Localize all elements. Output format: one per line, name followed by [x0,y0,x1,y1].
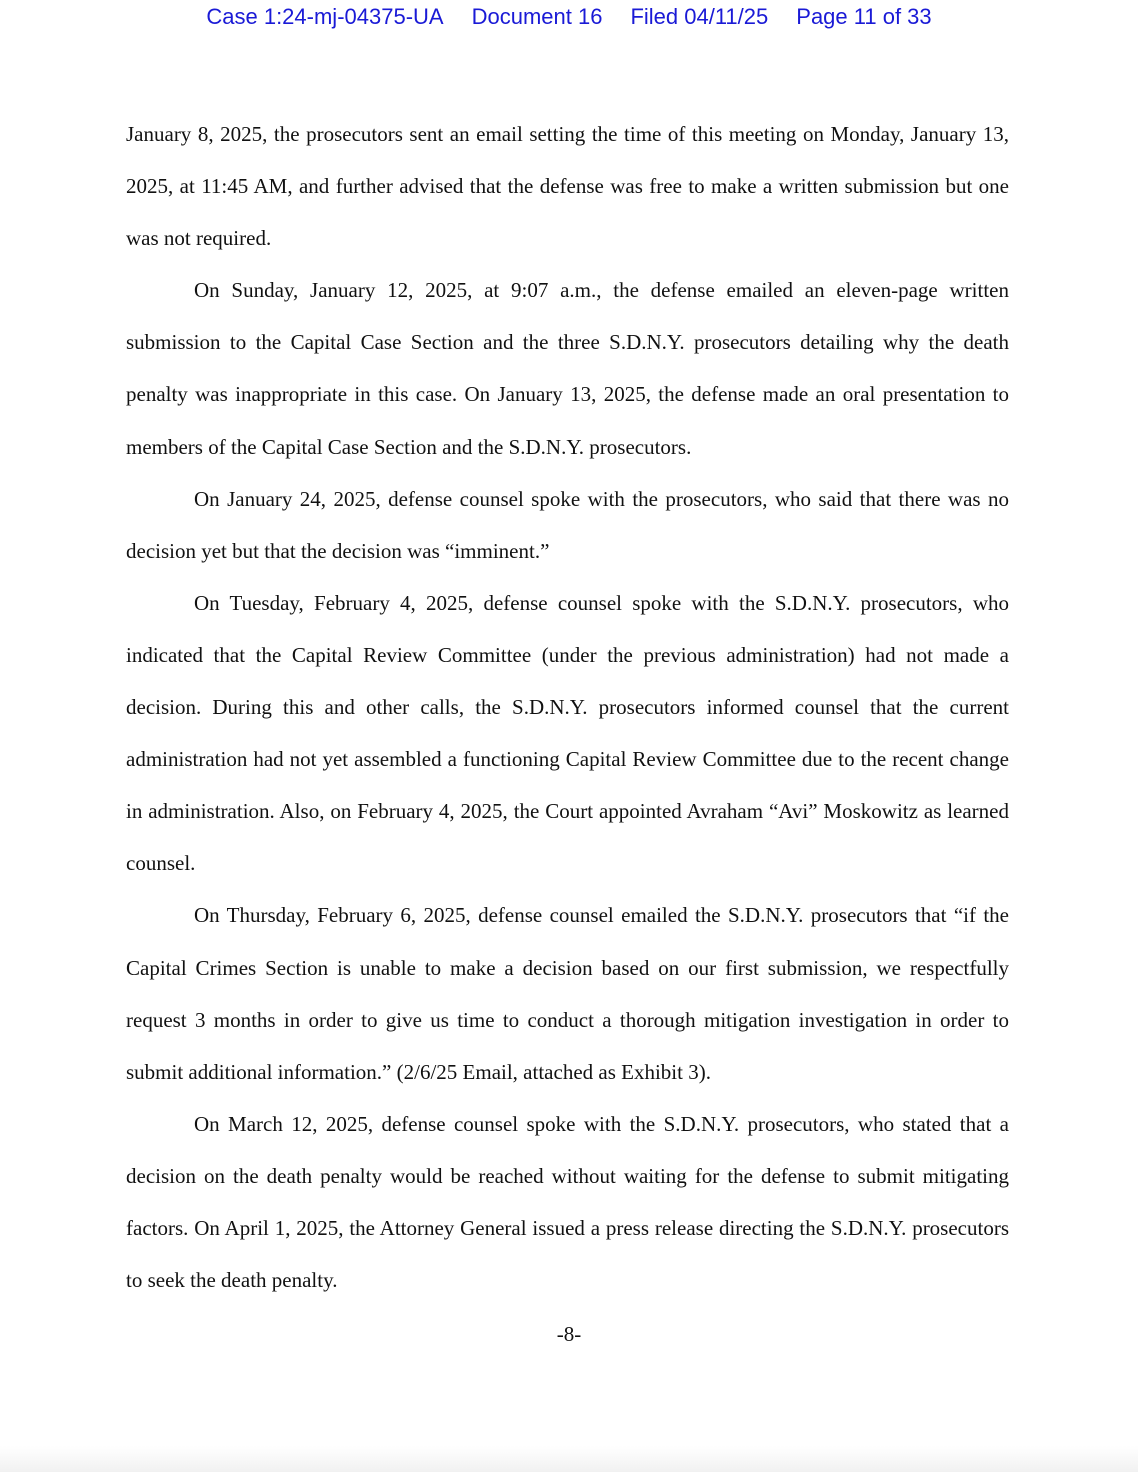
filed-date: Filed 04/11/25 [630,4,769,29]
page-count: Page 11 of 33 [796,4,932,29]
paragraph: On January 24, 2025, defense counsel spoke with the prosecutors, who said that there was no decision yet but that the decision was “imminent.” [126,486,1009,563]
paragraph: On Tuesday, February 4, 2025, defense counsel spoke with the S.D.N.Y. prosecutors, who indicated that the Capital Review Committee (under the previous administration) had not made a decision. During this and other calls, the S.D.N.Y. prosecutors informed counsel that the current administration had not yet assembled a functioning Capital Review Committee due to the recent change in administration. Also, on February 4, 2025, the Court appointed Avraham “Avi” Moskowitz as learned counsel. [126,590,1009,876]
paragraph-continuation: January 8, 2025, the prosecutors sent an email setting the time of this meeting on Monday, January 13, 2025, at 11:45 AM, and further advised that the defense was free to make a written submission but one was not required. [126,122,1009,251]
document-body [126,108,1009,1306]
document-number: Document 16 [471,4,603,29]
paragraph: On March 12, 2025, defense counsel spoke with the S.D.N.Y. prosecutors, who stated that a decision on the death penalty would be reached without waiting for the defense to submit mitigating factors. On April 1, 2025, the Attorney General issued a press release directing the S.D.N.Y. prosecutors to seek the death penalty. [126,1111,1009,1293]
paragraph: On Sunday, January 12, 2025, at 9:07 a.m., the defense emailed an eleven-page written submission to the Capital Case Section and the three S.D.N.Y. prosecutors detailing why the death penalty was inappropriate in this case. On January 13, 2025, the defense made an oral presentation to members of the Capital Case Section and the S.D.N.Y. prosecutors. [126,278,1009,459]
paragraph: On Thursday, February 6, 2025, defense counsel emailed the S.D.N.Y. prosecutors that “if the Capital Crimes Section is unable to make a decision based on our first submission, we respectfully request 3 months in order to give us time to conduct a thorough mitigation investigation in order to submit additional information.” (2/6/25 Email, attached as Exhibit 3). [126,903,1009,1084]
page-number: -8- [556,1322,582,1346]
case-number: Case 1:24-mj-04375-UA [206,4,444,29]
ecf-filing-header [0,4,1138,30]
page-bottom-edge [0,1446,1138,1472]
